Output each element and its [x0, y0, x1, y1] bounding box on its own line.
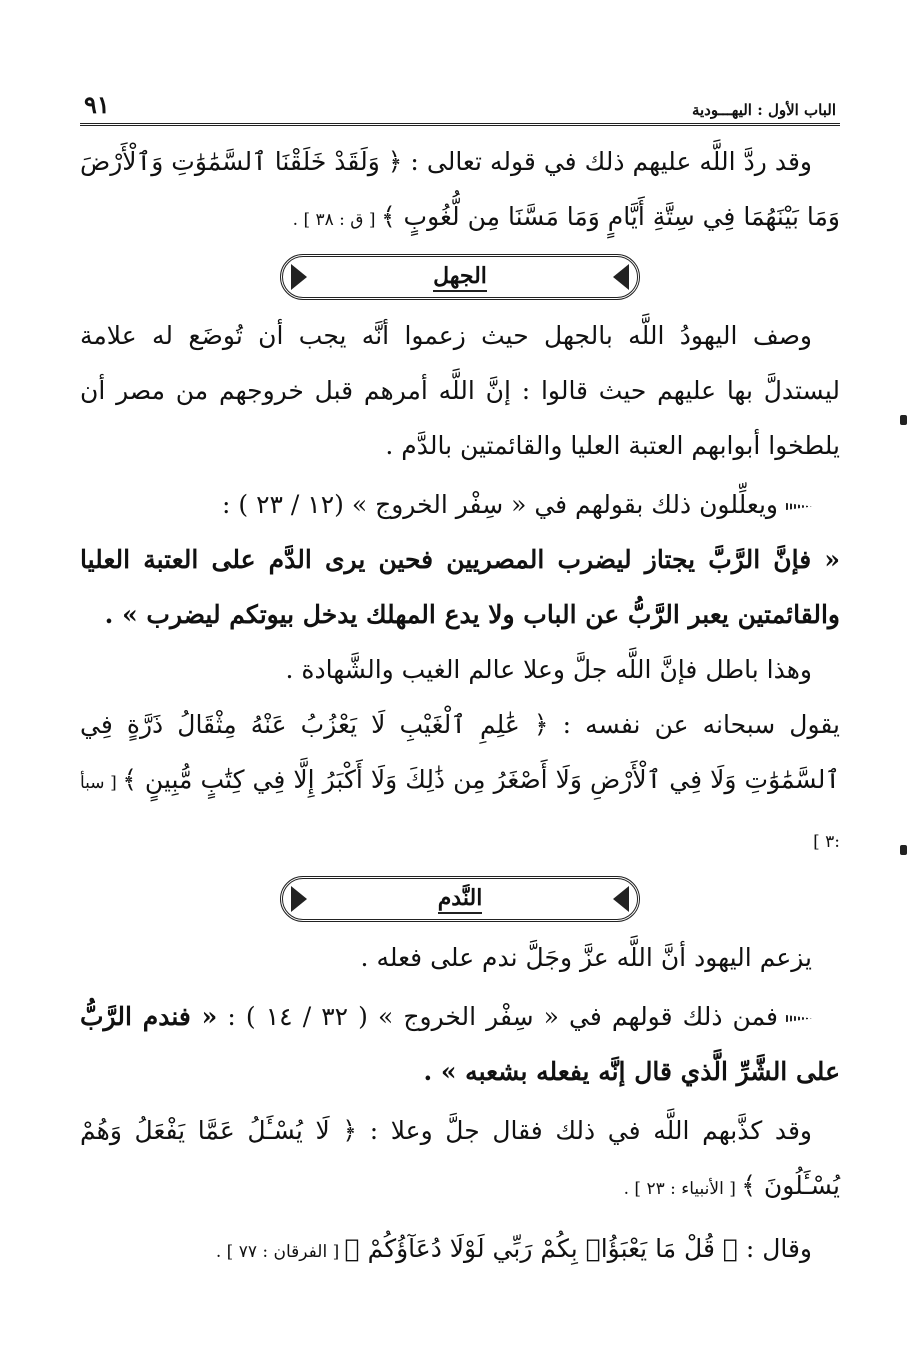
- paragraph-9-text: وقد كذَّبهم اللَّه في ذلك فقال جلَّ وعلا :: [357, 1116, 813, 1145]
- paragraph-10-ref: [ الفرقان : ٧٧ ] .: [215, 1242, 345, 1262]
- paragraph-5: وهذا باطل فإنَّ اللَّه جلَّ وعلا عالم الغيب والشَّهادة .: [285, 655, 812, 684]
- paragraph-1-quran: ﴿ وَلَقَدْ خَلَقْنَا ٱلسَّمَٰوَٰتِ وَٱلْأَرْضَ وَمَا بَيْنَهُمَا فِي سِتَّةِ أَيَّامٍ وَمَا مَسَّنَا مِن لُّغُوبٍ ﴾: [80, 147, 840, 231]
- triangle-left-icon: [291, 886, 307, 912]
- paragraph-3: [80, 477, 840, 532]
- paragraph-8-text: فمن ذلك قولهم في « سِفْر الخروج » ( ٣٢ / ١٤ ) :: [217, 1002, 778, 1031]
- paragraph-9-ref: [ الأنبياء : ٢٣ ] .: [623, 1179, 742, 1199]
- paragraph-8: [80, 989, 840, 1099]
- arrow-bullet-icon: [786, 503, 812, 510]
- paragraph-4: « فإنَّ الرَّبَّ يجتاز ليضرب المصريين فحين يرى الدَّم على العتبة العليا والقائمتين يعبر الرَّبُّ عن الباب ولا يدع المهلك يدخل بيوتكم ليضرب » .: [80, 545, 840, 629]
- paragraph-6-ref: [ سبأ :٣ ]: [80, 773, 840, 852]
- paragraph-10: [80, 1221, 840, 1280]
- triangle-right-icon: [613, 264, 629, 290]
- section-banner-regret: [280, 876, 640, 922]
- section-title-ignorance: الجهل: [433, 262, 487, 292]
- paragraph-6-text: يقول سبحانه عن نفسه :: [548, 710, 840, 739]
- arrow-bullet-icon: [786, 1015, 812, 1022]
- paragraph-7: يزعم اليهود أنَّ اللَّه عزَّ وجَلَّ ندم على فعله .: [360, 943, 812, 972]
- paragraph-6-quran: ﴿ عَٰلِمِ ٱلْغَيْبِ لَا يَعْزُبُ عَنْهُ مِثْقَالُ ذَرَّةٍ فِي ٱلسَّمَٰوَٰتِ وَلَا فِي ٱلْأَرْضِ وَلَا أَصْغَرُ مِن ذَٰلِكَ وَلَا أَكْبَرُ إِلَّا فِي كِتَٰبٍ مُّبِينٍ ﴾: [80, 710, 841, 794]
- paragraph-2: وصف اليهودُ اللَّه بالجهل حيث زعموا أنَّه يجب أن تُوضَع له علامة ليستدلَّ بها عليهم حيث قالوا : إنَّ اللَّه أمرهم قبل خروجهم من مصر أن يلطخوا أبوابهم العتبة العليا والقائمتين بالدَّم .: [80, 321, 840, 460]
- paragraph-9-quran: ﴿ لَا يُسْـَٔلُ عَمَّا يَفْعَلُ وَهُمْ يُسْـَٔلُونَ ﴾: [80, 1116, 840, 1200]
- section-banner-ignorance: [280, 254, 640, 300]
- paragraph-9: [80, 1103, 840, 1217]
- binding-mark: [900, 415, 907, 425]
- paragraph-8-bold: « فندم الرَّبُّ على الشَّرِّ الَّذي قال إنَّه يفعله بشعبه » .: [80, 1002, 840, 1086]
- paragraph-3-text: ويعلِّلون ذلك بقولهم في « سِفْر الخروج » (١٢ / ٢٣ ) :: [222, 490, 778, 519]
- paragraph-1-ref: [ ق : ٣٨ ] .: [292, 210, 381, 230]
- page-number: ٩١: [84, 90, 110, 119]
- section-title-regret: النَّدم: [438, 884, 483, 914]
- triangle-left-icon: [291, 264, 307, 290]
- page: [80, 85, 840, 1280]
- running-head: [80, 85, 840, 126]
- binding-mark: [900, 845, 907, 855]
- triangle-right-icon: [613, 886, 629, 912]
- chapter-title: الباب الأول : اليهـــودية: [691, 101, 836, 119]
- paragraph-10-quran: ﴿ قُلْ مَا يَعْبَؤُا۟ بِكُمْ رَبِّي لَوْلَا دُعَآؤُكُمْ ﴾: [344, 1234, 738, 1263]
- paragraph-1: [80, 134, 840, 248]
- paragraph-10-text: وقال :: [737, 1234, 812, 1263]
- paragraph-1-text: وقد ردَّ اللَّه عليهم ذلك في قوله تعالى :: [402, 147, 812, 176]
- paragraph-6: [80, 697, 840, 870]
